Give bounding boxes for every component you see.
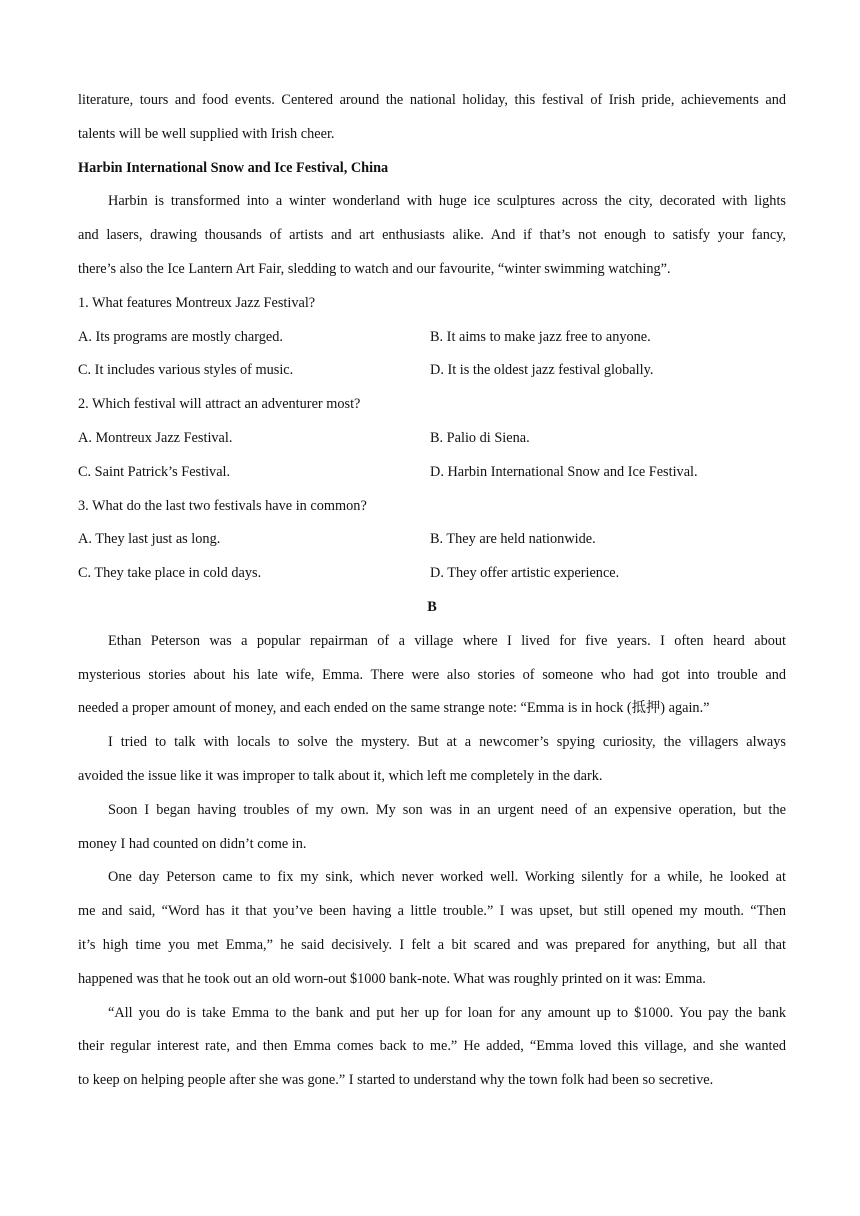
passage-line: money I had counted on didn’t come in. <box>78 835 307 852</box>
question-stem: 2. Which festival will attract an adventurer most? <box>78 396 361 413</box>
passage-line: me and said, “Word has it that you’ve been having a little trouble.” I was upset, but still opened my mouth. “Then <box>78 903 786 920</box>
passage-line: happened was that he took out an old worn-out $1000 bank-note. What was roughly printed on it was: Emma. <box>78 970 706 987</box>
passage-line: mysterious stories about his late wife, Emma. There were also stories of someone who had got into trouble and <box>78 666 786 683</box>
passage-line: it’s high time you met Emma,” he said decisively. I felt a bit scared and was prepared for anything, but all that <box>78 936 786 953</box>
passage-line: their regular interest rate, and then Emma comes back to me.” He added, “Emma loved this village, and she wanted <box>78 1038 786 1055</box>
passage-line: “All you do is take Emma to the bank and put her up for loan for any amount up to $1000. You pay the bank <box>108 1004 786 1021</box>
option-a: A. They last just as long. <box>78 531 221 548</box>
option-row <box>78 523 786 557</box>
harbin-line: Harbin is transformed into a winter wonderland with huge ice sculptures across the city, decorated with lights <box>108 193 786 210</box>
festival-heading: Harbin International Snow and Ice Festival, China <box>78 159 389 176</box>
option-b: B. Palio di Siena. <box>430 429 530 446</box>
option-d: D. It is the oldest jazz festival globally. <box>430 362 654 379</box>
passage-line: One day Peterson came to fix my sink, which never worked well. Working silently for a while, he looked at <box>108 869 786 886</box>
page-content <box>78 84 786 1098</box>
harbin-line: and lasers, drawing thousands of artists and art enthusiasts alike. And if that’s not enough to satisfy your fancy, <box>78 227 786 244</box>
option-c: C. Saint Patrick’s Festival. <box>78 463 231 480</box>
question-stem: 3. What do the last two festivals have in common? <box>78 497 367 514</box>
harbin-line: there’s also the Ice Lantern Art Fair, sledding to watch and our favourite, “winter swimming watching”. <box>78 260 671 277</box>
intro-line: talents will be well supplied with Irish cheer. <box>78 125 335 142</box>
option-a: A. Montreux Jazz Festival. <box>78 429 233 446</box>
option-row <box>78 321 786 355</box>
option-row <box>78 456 786 490</box>
option-d: D. They offer artistic experience. <box>430 565 620 582</box>
option-c: C. It includes various styles of music. <box>78 362 294 379</box>
passage-line: to keep on helping people after she was gone.” I started to understand why the town folk had been so secretive. <box>78 1072 714 1089</box>
option-c: C. They take place in cold days. <box>78 565 262 582</box>
section-title: B <box>427 598 437 615</box>
option-b: B. They are held nationwide. <box>430 531 596 548</box>
option-row <box>78 354 786 388</box>
passage-line: avoided the issue like it was improper to talk about it, which left me completely in the dark. <box>78 767 603 784</box>
option-d: D. Harbin International Snow and Ice Festival. <box>430 463 698 480</box>
passage-line: needed a proper amount of money, and each ended on the same strange note: “Emma is in hock (抵押) again.” <box>78 700 710 717</box>
option-row <box>78 557 786 591</box>
option-a: A. Its programs are mostly charged. <box>78 328 284 345</box>
option-b: B. It aims to make jazz free to anyone. <box>430 328 651 345</box>
passage-line: Soon I began having troubles of my own. My son was in an urgent need of an expensive operation, but the <box>108 801 786 818</box>
intro-line: literature, tours and food events. Centered around the national holiday, this festival of Irish pride, achievements and <box>78 92 786 108</box>
question-stem: 1. What features Montreux Jazz Festival? <box>78 294 316 311</box>
option-row <box>78 422 786 456</box>
passage-line: I tried to talk with locals to solve the mystery. But at a newcomer’s spying curiosity, the villagers always <box>108 734 786 751</box>
passage-line: Ethan Peterson was a popular repairman of a village where I lived for five years. I often heard about <box>108 632 786 649</box>
